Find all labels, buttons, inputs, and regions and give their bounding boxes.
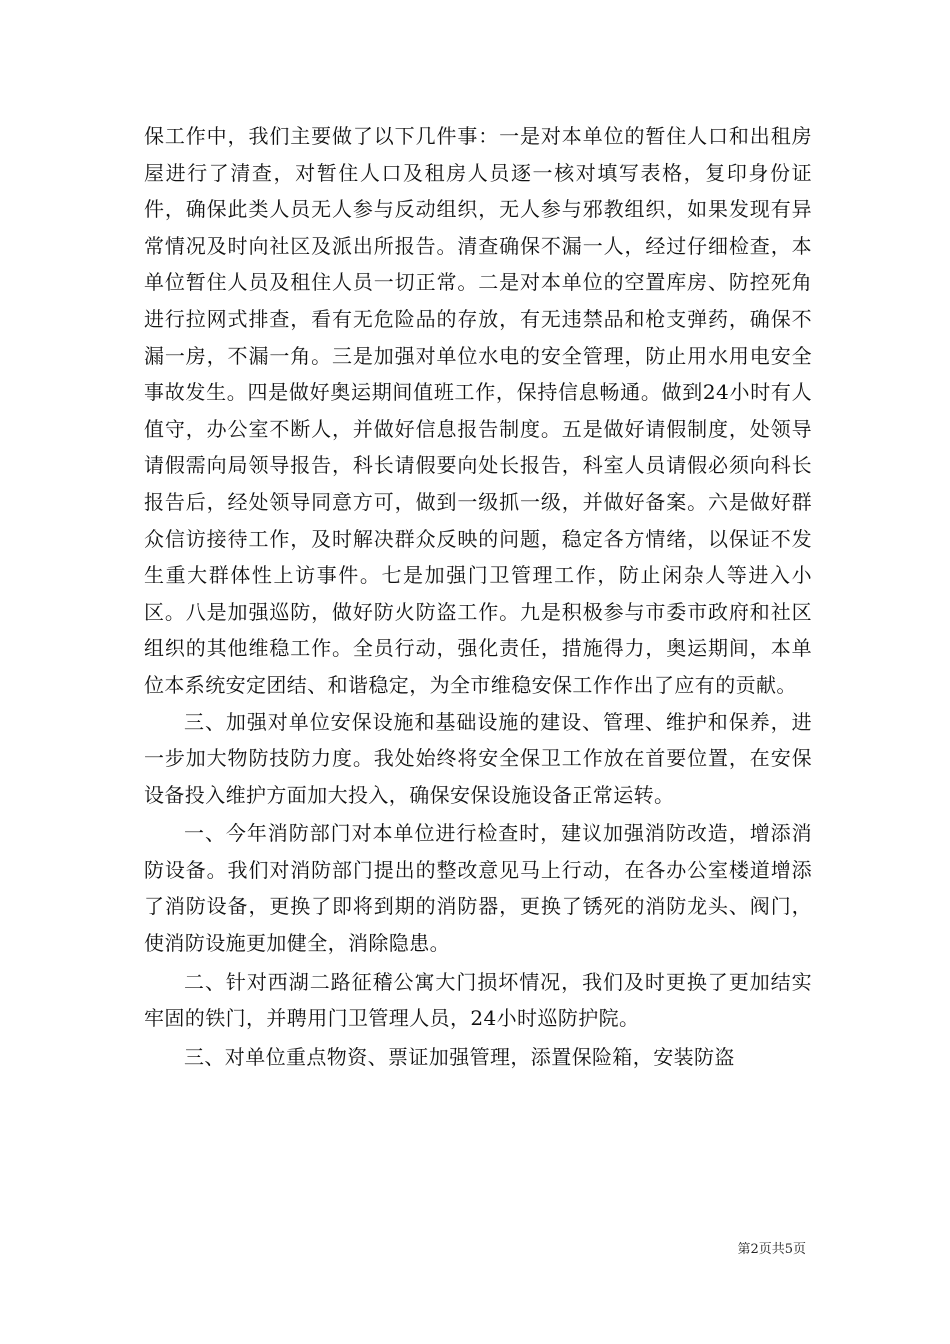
paragraph-item-three: 三、对单位重点物资、票证加强管理，添置保险箱，安装防盗 bbox=[184, 1044, 735, 1069]
paragraph-continuation: 保工作中，我们主要做了以下几件事：一是对本单位的暂住人口和出租房屋进行了清查，对暂住人口及租房人员逐一核对填写表格，复印身份证件，确保此类人员无人参与反动组织，无人参与邪教组织，如果发现有异常情况及时向社区及派出所报告。清查确保不漏一人，经过仔细检查，本单位暂住人员及租住人员一切正常。二是对本单位的空置库房、防控死角进行拉网式排查，看有无危险品的存放，有无违禁品和枪支弹药，确保不漏一房，不漏一角。三是加强对单位水电的安全管理，防止用水用电安全事故发生。四是做好奥运期间值班工作，保持信息畅通。做到24小时有人值守，办公室不断人，并做好信息报告制度。五是做好请假制度，处领导请假需向局领导报告，科长请假要向处长报告，科室人员请假必须向科长报告后，经处领导同意方可，做到一级抓一级，并做好备案。六是做好群众信访接待工作，及时解决群众反映的问题，稳定各方情绪，以保证不发生重大群体性上访事件。七是加强门卫管理工作，防止闲杂人等进入小区。八是加强巡防，做好防火防盗工作。九是积极参与市委市政府和社区组织的其他维稳工作。全员行动，强化责任，措施得力，奥运期间，本单位本系统安定团结、和谐稳定，为全市维稳安保工作作出了应有的贡献。 bbox=[144, 124, 812, 697]
document-body bbox=[144, 118, 812, 1075]
paragraph-item-two: 二、针对西湖二路征稽公寓大门损坏情况，我们及时更换了更加结实牢固的铁门，并聘用门卫管理人员，24小时巡防护院。 bbox=[144, 969, 812, 1031]
paragraph-section-three: 三、加强对单位安保设施和基础设施的建设、管理、维护和保养，进一步加大物防技防力度。我处始终将安全保卫工作放在首要位置，在安保设备投入维护方面加大投入，确保安保设施设备正常运转。 bbox=[144, 709, 812, 807]
page-number: 第2页共5页 bbox=[737, 1242, 806, 1257]
paragraph-item-one: 一、今年消防部门对本单位进行检查时，建议加强消防改造，增添消防设备。我们对消防部门提出的整改意见马上行动，在各办公室楼道增添了消防设备，更换了即将到期的消防器，更换了锈死的消防龙头、阀门，使消防设施更加健全，消除隐患。 bbox=[144, 821, 812, 956]
